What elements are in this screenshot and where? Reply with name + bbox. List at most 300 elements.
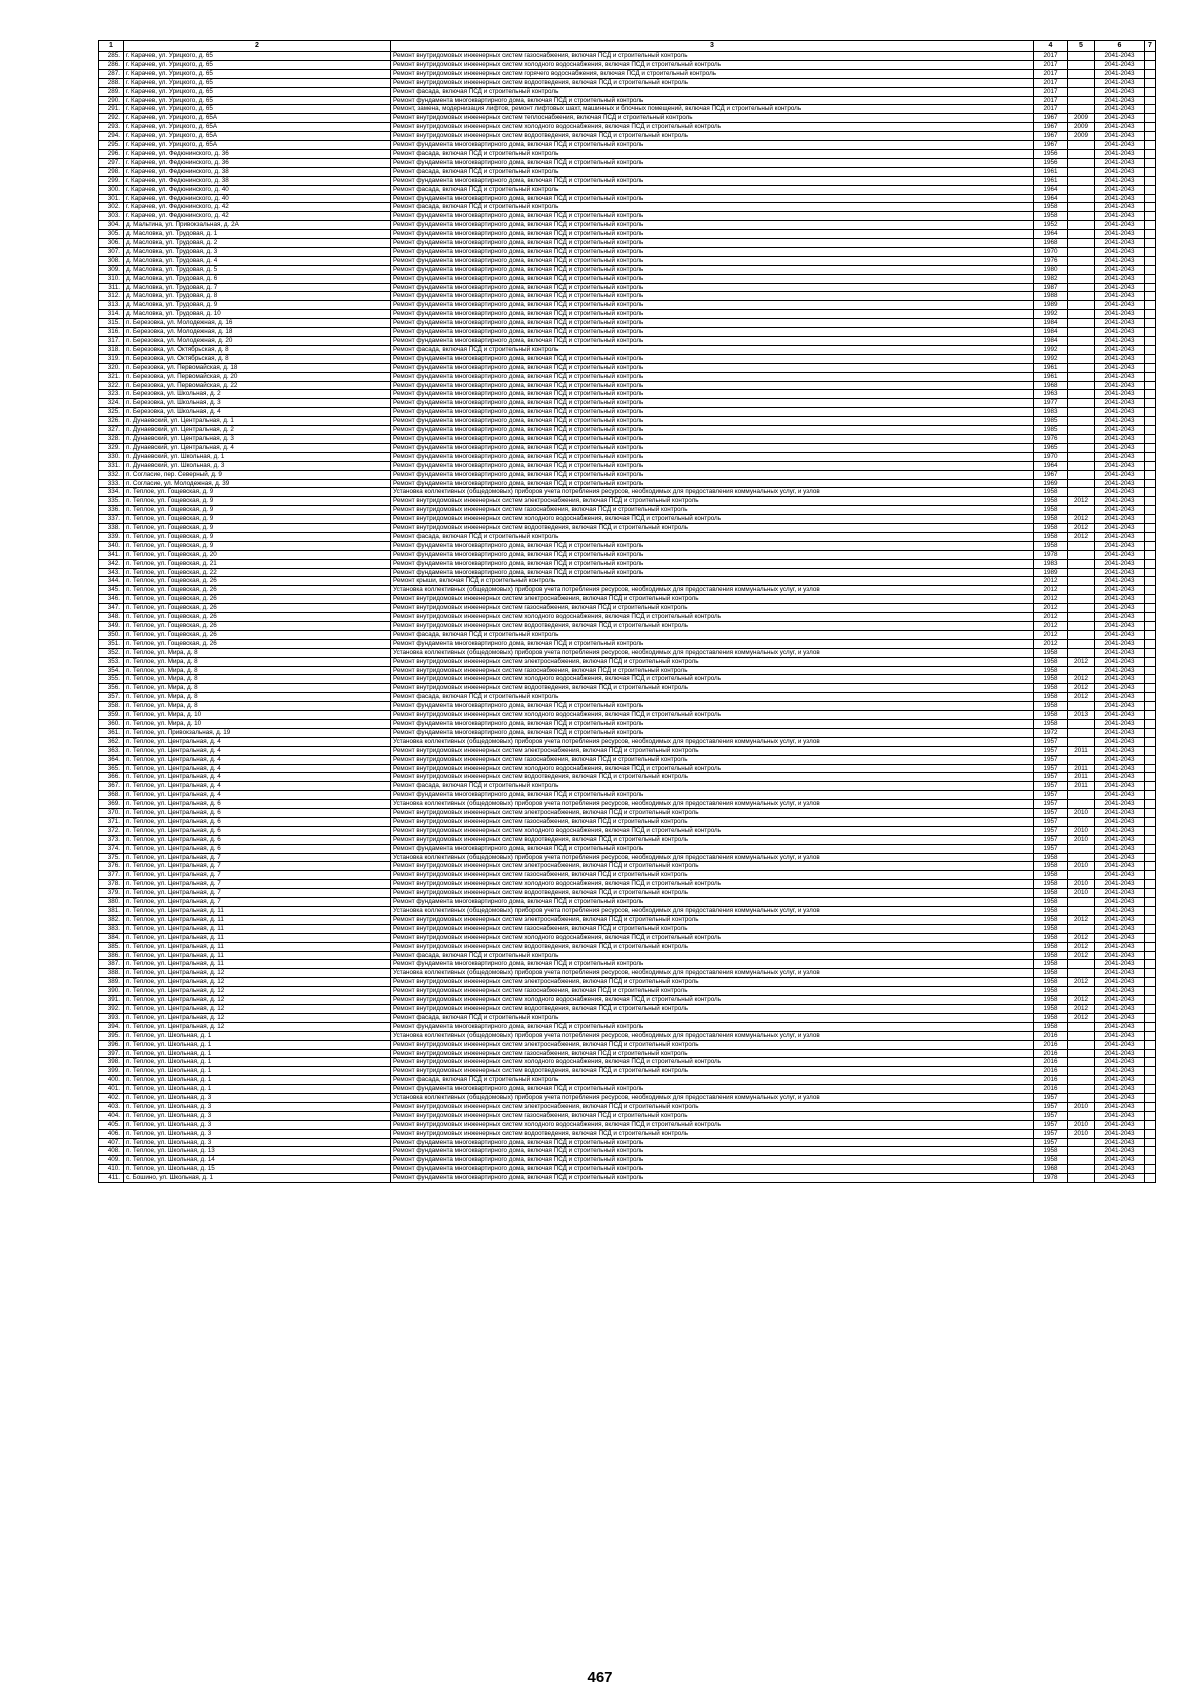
address-cell: п. Дунаевский, ул. Центральная, д. 1 (124, 417, 391, 426)
row-number-cell: 338. (99, 524, 124, 533)
work-description-cell: Ремонт фундамента многоквартирного дома, включая ПСД и строительный контроль (391, 212, 1034, 221)
planned-period-cell: 2041-2043 (1095, 283, 1145, 292)
table-row (99, 880, 1156, 889)
year-built-cell: 1956 (1034, 158, 1068, 167)
work-description-cell: Ремонт фасада, включая ПСД и строительный контроль (391, 167, 1034, 176)
address-cell: п. Теплое, ул. Привокзальная, д. 19 (124, 728, 391, 737)
work-description-cell: Ремонт фундамента многоквартирного дома, включая ПСД и строительный контроль (391, 1085, 1034, 1094)
address-cell: г. Карачев, ул. Урицкого, д. 65 (124, 78, 391, 87)
col-7-cell (1145, 604, 1156, 613)
table-body (99, 41, 1156, 1183)
col-7-cell (1145, 853, 1156, 862)
row-number-cell: 340. (99, 541, 124, 550)
row-number-cell: 391. (99, 996, 124, 1005)
planned-period-cell: 2041-2043 (1095, 711, 1145, 720)
planned-period-cell: 2041-2043 (1095, 167, 1145, 176)
col-7-cell (1145, 203, 1156, 212)
address-cell: п. Теплое, ул. Гощевская, д. 9 (124, 532, 391, 541)
row-number-cell: 336. (99, 506, 124, 515)
planned-period-cell: 2041-2043 (1095, 826, 1145, 835)
address-cell: п. Теплое, ул. Школьная, д. 1 (124, 1040, 391, 1049)
col-7-cell (1145, 907, 1156, 916)
row-number-cell: 295. (99, 141, 124, 150)
address-cell: п. Теплое, ул. Центральная, д. 11 (124, 915, 391, 924)
col-7-cell (1145, 960, 1156, 969)
address-cell: г. Карачев, ул. Федюнинского, д. 42 (124, 203, 391, 212)
year-last-repair-cell (1068, 185, 1095, 194)
table-row (99, 337, 1156, 346)
col-7-cell (1145, 372, 1156, 381)
header-col-6: 6 (1095, 41, 1145, 52)
work-description-cell: Ремонт фундамента многоквартирного дома, включая ПСД и строительный контроль (391, 550, 1034, 559)
year-built-cell: 1961 (1034, 167, 1068, 176)
work-description-cell: Ремонт фундамента многоквартирного дома, включая ПСД и строительный контроль (391, 363, 1034, 372)
table-row (99, 328, 1156, 337)
address-cell: п. Теплое, ул. Гощевская, д. 26 (124, 586, 391, 595)
address-cell: п. Теплое, ул. Центральная, д. 7 (124, 880, 391, 889)
planned-period-cell: 2041-2043 (1095, 1076, 1145, 1085)
row-number-cell: 366. (99, 773, 124, 782)
table-row (99, 1129, 1156, 1138)
year-built-cell: 1983 (1034, 559, 1068, 568)
planned-period-cell: 2041-2043 (1095, 1085, 1145, 1094)
address-cell: д. Масловка, ул. Трудовая, д. 5 (124, 265, 391, 274)
col-7-cell (1145, 114, 1156, 123)
planned-period-cell: 2041-2043 (1095, 907, 1145, 916)
year-built-cell: 1958 (1034, 532, 1068, 541)
year-last-repair-cell (1068, 239, 1095, 248)
planned-period-cell: 2041-2043 (1095, 577, 1145, 586)
work-description-cell: Установка коллективных (общедомовых) приборов учета потребления ресурсов, необходимых для предоставления коммунальных услуг, и узлов (391, 648, 1034, 657)
planned-period-cell: 2041-2043 (1095, 345, 1145, 354)
row-number-cell: 368. (99, 791, 124, 800)
address-cell: п. Теплое, ул. Центральная, д. 4 (124, 782, 391, 791)
year-last-repair-cell: 2010 (1068, 880, 1095, 889)
col-7-cell (1145, 817, 1156, 826)
table-row (99, 648, 1156, 657)
address-cell: п. Теплое, ул. Мира, д. 8 (124, 702, 391, 711)
year-last-repair-cell (1068, 372, 1095, 381)
year-last-repair-cell: 2010 (1068, 889, 1095, 898)
work-description-cell: Ремонт фасада, включая ПСД и строительный контроль (391, 87, 1034, 96)
planned-period-cell: 2041-2043 (1095, 506, 1145, 515)
row-number-cell: 344. (99, 577, 124, 586)
year-last-repair-cell (1068, 1156, 1095, 1165)
row-number-cell: 318. (99, 345, 124, 354)
address-cell: п. Согласие, ул. Молодежная, д. 39 (124, 479, 391, 488)
row-number-cell: 301. (99, 194, 124, 203)
row-number-cell: 394. (99, 1022, 124, 1031)
row-number-cell: 305. (99, 230, 124, 239)
row-number-cell: 380. (99, 898, 124, 907)
col-7-cell (1145, 782, 1156, 791)
row-number-cell: 316. (99, 328, 124, 337)
planned-period-cell: 2041-2043 (1095, 987, 1145, 996)
work-description-cell: Ремонт внутридомовых инженерных систем водоотведения, включая ПСД и строительный контроль (391, 835, 1034, 844)
work-description-cell: Ремонт фасада, включая ПСД и строительный контроль (391, 532, 1034, 541)
work-description-cell: Ремонт фундамента многоквартирного дома, включая ПСД и строительный контроль (391, 559, 1034, 568)
planned-period-cell: 2041-2043 (1095, 443, 1145, 452)
address-cell: п. Теплое, ул. Центральная, д. 12 (124, 1013, 391, 1022)
year-last-repair-cell: 2011 (1068, 764, 1095, 773)
year-last-repair-cell (1068, 568, 1095, 577)
row-number-cell: 343. (99, 568, 124, 577)
table-row (99, 844, 1156, 853)
planned-period-cell: 2041-2043 (1095, 960, 1145, 969)
address-cell: п. Березовка, ул. Первомайская, д. 18 (124, 363, 391, 372)
planned-period-cell: 2041-2043 (1095, 319, 1145, 328)
address-cell: п. Теплое, ул. Центральная, д. 12 (124, 1004, 391, 1013)
table-row (99, 524, 1156, 533)
col-7-cell (1145, 657, 1156, 666)
work-description-cell: Установка коллективных (общедомовых) приборов учета потребления ресурсов, необходимых для предоставления коммунальных услуг, и узлов (391, 853, 1034, 862)
address-cell: п. Теплое, ул. Центральная, д. 6 (124, 809, 391, 818)
address-cell: п. Теплое, ул. Мира, д. 8 (124, 648, 391, 657)
col-7-cell (1145, 862, 1156, 871)
planned-period-cell: 2041-2043 (1095, 746, 1145, 755)
year-last-repair-cell (1068, 363, 1095, 372)
year-built-cell: 2016 (1034, 1067, 1068, 1076)
table-row (99, 1138, 1156, 1147)
table-row (99, 230, 1156, 239)
row-number-cell: 320. (99, 363, 124, 372)
address-cell: г. Карачев, ул. Урицкого, д. 65 (124, 69, 391, 78)
planned-period-cell: 2041-2043 (1095, 114, 1145, 123)
work-description-cell: Ремонт фасада, включая ПСД и строительный контроль (391, 782, 1034, 791)
row-number-cell: 354. (99, 666, 124, 675)
year-built-cell: 2012 (1034, 586, 1068, 595)
col-7-cell (1145, 408, 1156, 417)
year-built-cell: 1984 (1034, 328, 1068, 337)
table-row (99, 69, 1156, 78)
table-row (99, 987, 1156, 996)
table-row (99, 800, 1156, 809)
work-description-cell: Ремонт внутридомовых инженерных систем электроснабжения, включая ПСД и строительный контроль (391, 915, 1034, 924)
col-7-cell (1145, 426, 1156, 435)
work-description-cell: Ремонт внутридомовых инженерных систем холодного водоснабжения, включая ПСД и строительный контроль (391, 764, 1034, 773)
col-7-cell (1145, 381, 1156, 390)
address-cell: п. Теплое, ул. Гощевская, д. 26 (124, 577, 391, 586)
row-number-cell: 402. (99, 1094, 124, 1103)
table-row (99, 809, 1156, 818)
planned-period-cell: 2041-2043 (1095, 568, 1145, 577)
year-built-cell: 2012 (1034, 577, 1068, 586)
address-cell: п. Березовка, ул. Первомайская, д. 20 (124, 372, 391, 381)
year-last-repair-cell (1068, 301, 1095, 310)
table-row (99, 1022, 1156, 1031)
table-row (99, 773, 1156, 782)
work-description-cell: Ремонт внутридомовых инженерных систем холодного водоснабжения, включая ПСД и строительный контроль (391, 613, 1034, 622)
year-last-repair-cell (1068, 434, 1095, 443)
address-cell: п. Теплое, ул. Центральная, д. 4 (124, 755, 391, 764)
row-number-cell: 290. (99, 96, 124, 105)
work-description-cell: Ремонт внутридомовых инженерных систем холодного водоснабжения, включая ПСД и строительный контроль (391, 675, 1034, 684)
row-number-cell: 362. (99, 737, 124, 746)
year-last-repair-cell (1068, 817, 1095, 826)
work-description-cell: Ремонт фундамента многоквартирного дома, включая ПСД и строительный контроль (391, 719, 1034, 728)
work-description-cell: Ремонт внутридомовых инженерных систем водоотведения, включая ПСД и строительный контроль (391, 524, 1034, 533)
row-number-cell: 388. (99, 969, 124, 978)
year-built-cell: 1957 (1034, 764, 1068, 773)
col-7-cell (1145, 746, 1156, 755)
row-number-cell: 327. (99, 426, 124, 435)
table-row (99, 443, 1156, 452)
row-number-cell: 298. (99, 167, 124, 176)
address-cell: п. Березовка, ул. Школьная, д. 4 (124, 408, 391, 417)
col-7-cell (1145, 675, 1156, 684)
col-7-cell (1145, 221, 1156, 230)
year-built-cell: 1958 (1034, 1147, 1068, 1156)
year-built-cell: 1958 (1034, 648, 1068, 657)
year-built-cell: 1957 (1034, 791, 1068, 800)
work-description-cell: Установка коллективных (общедомовых) приборов учета потребления ресурсов, необходимых для предоставления коммунальных услуг, и узлов (391, 907, 1034, 916)
year-last-repair-cell (1068, 586, 1095, 595)
planned-period-cell: 2041-2043 (1095, 434, 1145, 443)
year-last-repair-cell (1068, 550, 1095, 559)
year-last-repair-cell: 2012 (1068, 1004, 1095, 1013)
col-7-cell (1145, 764, 1156, 773)
work-description-cell: Ремонт фундамента многоквартирного дома, включая ПСД и строительный контроль (391, 301, 1034, 310)
col-7-cell (1145, 185, 1156, 194)
work-description-cell: Ремонт внутридомовых инженерных систем электроснабжения, включая ПСД и строительный контроль (391, 595, 1034, 604)
col-7-cell (1145, 693, 1156, 702)
table-row (99, 1085, 1156, 1094)
address-cell: п. Теплое, ул. Центральная, д. 11 (124, 942, 391, 951)
table-row (99, 167, 1156, 176)
planned-period-cell: 2041-2043 (1095, 176, 1145, 185)
planned-period-cell: 2041-2043 (1095, 532, 1145, 541)
row-number-cell: 390. (99, 987, 124, 996)
year-last-repair-cell (1068, 987, 1095, 996)
work-description-cell: Ремонт фундамента многоквартирного дома, включая ПСД и строительный контроль (391, 461, 1034, 470)
col-7-cell (1145, 595, 1156, 604)
work-description-cell: Установка коллективных (общедомовых) приборов учета потребления ресурсов, необходимых для предоставления коммунальных услуг, и узлов (391, 488, 1034, 497)
planned-period-cell: 2041-2043 (1095, 52, 1145, 61)
col-7-cell (1145, 497, 1156, 506)
row-number-cell: 297. (99, 158, 124, 167)
work-description-cell: Ремонт фундамента многоквартирного дома, включая ПСД и строительный контроль (391, 728, 1034, 737)
year-last-repair-cell (1068, 230, 1095, 239)
work-description-cell: Ремонт фундамента многоквартирного дома, включая ПСД и строительный контроль (391, 1138, 1034, 1147)
address-cell: п. Согласие, пер. Северный, д. 9 (124, 470, 391, 479)
work-description-cell: Ремонт фундамента многоквартирного дома, включая ПСД и строительный контроль (391, 898, 1034, 907)
year-built-cell: 1987 (1034, 283, 1068, 292)
address-cell: п. Теплое, ул. Гощевская, д. 20 (124, 550, 391, 559)
row-number-cell: 337. (99, 515, 124, 524)
planned-period-cell: 2041-2043 (1095, 844, 1145, 853)
row-number-cell: 315. (99, 319, 124, 328)
row-number-cell: 351. (99, 639, 124, 648)
year-last-repair-cell (1068, 1031, 1095, 1040)
planned-period-cell: 2041-2043 (1095, 782, 1145, 791)
header-col-1: 1 (99, 41, 124, 52)
table-row (99, 256, 1156, 265)
work-description-cell: Ремонт фундамента многоквартирного дома, включая ПСД и строительный контроль (391, 844, 1034, 853)
row-number-cell: 408. (99, 1147, 124, 1156)
address-cell: д. Масловка, ул. Трудовая, д. 3 (124, 247, 391, 256)
row-number-cell: 371. (99, 817, 124, 826)
address-cell: п. Теплое, ул. Школьная, д. 3 (124, 1111, 391, 1120)
row-number-cell: 392. (99, 1004, 124, 1013)
address-cell: п. Теплое, ул. Центральная, д. 7 (124, 871, 391, 880)
address-cell: п. Березовка, ул. Молодежная, д. 20 (124, 337, 391, 346)
work-description-cell: Ремонт фасада, включая ПСД и строительный контроль (391, 1013, 1034, 1022)
address-cell: п. Дунаевский, ул. Школьная, д. 3 (124, 461, 391, 470)
table-row (99, 114, 1156, 123)
work-description-cell: Ремонт внутридомовых инженерных систем холодного водоснабжения, включая ПСД и строительный контроль (391, 123, 1034, 132)
year-built-cell: 1992 (1034, 354, 1068, 363)
year-last-repair-cell (1068, 452, 1095, 461)
address-cell: д. Масловка, ул. Трудовая, д. 7 (124, 283, 391, 292)
address-cell: п. Теплое, ул. Гощевская, д. 9 (124, 506, 391, 515)
row-number-cell: 411. (99, 1174, 124, 1183)
work-description-cell: Ремонт фундамента многоквартирного дома, включая ПСД и строительный контроль (391, 417, 1034, 426)
planned-period-cell: 2041-2043 (1095, 613, 1145, 622)
planned-period-cell: 2041-2043 (1095, 684, 1145, 693)
table-row (99, 639, 1156, 648)
row-number-cell: 395. (99, 1031, 124, 1040)
col-7-cell (1145, 230, 1156, 239)
work-description-cell: Ремонт фасада, включая ПСД и строительный контроль (391, 1076, 1034, 1085)
col-7-cell (1145, 684, 1156, 693)
row-number-cell: 348. (99, 613, 124, 622)
col-7-cell (1145, 613, 1156, 622)
year-built-cell: 1961 (1034, 176, 1068, 185)
year-last-repair-cell (1068, 345, 1095, 354)
year-built-cell: 2016 (1034, 1076, 1068, 1085)
col-7-cell (1145, 1031, 1156, 1040)
planned-period-cell: 2041-2043 (1095, 479, 1145, 488)
year-last-repair-cell (1068, 167, 1095, 176)
row-number-cell: 324. (99, 399, 124, 408)
table-row (99, 1058, 1156, 1067)
col-7-cell (1145, 328, 1156, 337)
planned-period-cell: 2041-2043 (1095, 728, 1145, 737)
year-last-repair-cell (1068, 470, 1095, 479)
work-description-cell: Ремонт фундамента многоквартирного дома, включая ПСД и строительный контроль (391, 639, 1034, 648)
address-cell: г. Карачев, ул. Урицкого, д. 65А (124, 132, 391, 141)
table-row (99, 702, 1156, 711)
planned-period-cell: 2041-2043 (1095, 230, 1145, 239)
col-7-cell (1145, 524, 1156, 533)
year-last-repair-cell: 2009 (1068, 132, 1095, 141)
col-7-cell (1145, 434, 1156, 443)
address-cell: п. Теплое, ул. Центральная, д. 6 (124, 835, 391, 844)
row-number-cell: 312. (99, 292, 124, 301)
planned-period-cell: 2041-2043 (1095, 1094, 1145, 1103)
col-7-cell (1145, 541, 1156, 550)
planned-period-cell: 2041-2043 (1095, 212, 1145, 221)
year-built-cell: 2016 (1034, 1058, 1068, 1067)
table-row (99, 817, 1156, 826)
planned-period-cell: 2041-2043 (1095, 915, 1145, 924)
work-description-cell: Установка коллективных (общедомовых) приборов учета потребления ресурсов, необходимых для предоставления коммунальных услуг, и узлов (391, 800, 1034, 809)
address-cell: п. Теплое, ул. Центральная, д. 12 (124, 996, 391, 1005)
year-last-repair-cell (1068, 898, 1095, 907)
address-cell: п. Теплое, ул. Центральная, д. 6 (124, 800, 391, 809)
col-7-cell (1145, 826, 1156, 835)
year-last-repair-cell: 2009 (1068, 123, 1095, 132)
row-number-cell: 357. (99, 693, 124, 702)
row-number-cell: 364. (99, 755, 124, 764)
year-built-cell: 1970 (1034, 452, 1068, 461)
year-built-cell: 1957 (1034, 1094, 1068, 1103)
year-last-repair-cell (1068, 488, 1095, 497)
work-description-cell: Ремонт внутридомовых инженерных систем холодного водоснабжения, включая ПСД и строительный контроль (391, 60, 1034, 69)
address-cell: п. Теплое, ул. Гощевская, д. 9 (124, 541, 391, 550)
year-last-repair-cell (1068, 702, 1095, 711)
col-7-cell (1145, 96, 1156, 105)
table-row (99, 666, 1156, 675)
work-description-cell: Ремонт фасада, включая ПСД и строительный контроль (391, 951, 1034, 960)
year-last-repair-cell (1068, 479, 1095, 488)
table-row (99, 755, 1156, 764)
work-description-cell: Ремонт фундамента многоквартирного дома, включая ПСД и строительный контроль (391, 1022, 1034, 1031)
address-cell: п. Теплое, ул. Центральная, д. 4 (124, 764, 391, 773)
col-7-cell (1145, 283, 1156, 292)
col-7-cell (1145, 310, 1156, 319)
address-cell: п. Теплое, ул. Школьная, д. 3 (124, 1094, 391, 1103)
year-built-cell: 1958 (1034, 693, 1068, 702)
row-number-cell: 385. (99, 942, 124, 951)
col-7-cell (1145, 924, 1156, 933)
year-built-cell: 1958 (1034, 898, 1068, 907)
planned-period-cell: 2041-2043 (1095, 764, 1145, 773)
col-7-cell (1145, 149, 1156, 158)
year-built-cell: 1958 (1034, 488, 1068, 497)
year-last-repair-cell (1068, 319, 1095, 328)
work-description-cell: Ремонт внутридомовых инженерных систем водоотведения, включая ПСД и строительный контроль (391, 78, 1034, 87)
row-number-cell: 303. (99, 212, 124, 221)
year-last-repair-cell (1068, 87, 1095, 96)
planned-period-cell: 2041-2043 (1095, 203, 1145, 212)
year-last-repair-cell (1068, 960, 1095, 969)
year-built-cell: 1958 (1034, 203, 1068, 212)
year-last-repair-cell: 2012 (1068, 684, 1095, 693)
planned-period-cell: 2041-2043 (1095, 292, 1145, 301)
work-description-cell: Ремонт внутридомовых инженерных систем водоотведения, включая ПСД и строительный контроль (391, 773, 1034, 782)
planned-period-cell: 2041-2043 (1095, 996, 1145, 1005)
year-built-cell: 1957 (1034, 1129, 1068, 1138)
year-last-repair-cell (1068, 426, 1095, 435)
work-description-cell: Ремонт внутридомовых инженерных систем газоснабжения, включая ПСД и строительный контроль (391, 666, 1034, 675)
planned-period-cell: 2041-2043 (1095, 265, 1145, 274)
address-cell: п. Березовка, ул. Школьная, д. 3 (124, 399, 391, 408)
address-cell: п. Теплое, ул. Мира, д. 8 (124, 666, 391, 675)
planned-period-cell: 2041-2043 (1095, 390, 1145, 399)
year-last-repair-cell (1068, 265, 1095, 274)
row-number-cell: 346. (99, 595, 124, 604)
table-row (99, 292, 1156, 301)
work-description-cell: Ремонт внутридомовых инженерных систем электроснабжения, включая ПСД и строительный контроль (391, 746, 1034, 755)
work-description-cell: Ремонт фундамента многоквартирного дома, включая ПСД и строительный контроль (391, 158, 1034, 167)
address-cell: д. Масловка, ул. Трудовая, д. 4 (124, 256, 391, 265)
header-col-5: 5 (1068, 41, 1095, 52)
col-7-cell (1145, 1004, 1156, 1013)
col-7-cell (1145, 791, 1156, 800)
year-built-cell: 1958 (1034, 675, 1068, 684)
year-last-repair-cell (1068, 559, 1095, 568)
planned-period-cell: 2041-2043 (1095, 541, 1145, 550)
year-last-repair-cell: 2012 (1068, 497, 1095, 506)
address-cell: п. Теплое, ул. Гощевская, д. 26 (124, 622, 391, 631)
col-7-cell (1145, 622, 1156, 631)
year-last-repair-cell (1068, 381, 1095, 390)
year-last-repair-cell (1068, 52, 1095, 61)
table-row (99, 915, 1156, 924)
row-number-cell: 356. (99, 684, 124, 693)
planned-period-cell: 2041-2043 (1095, 426, 1145, 435)
